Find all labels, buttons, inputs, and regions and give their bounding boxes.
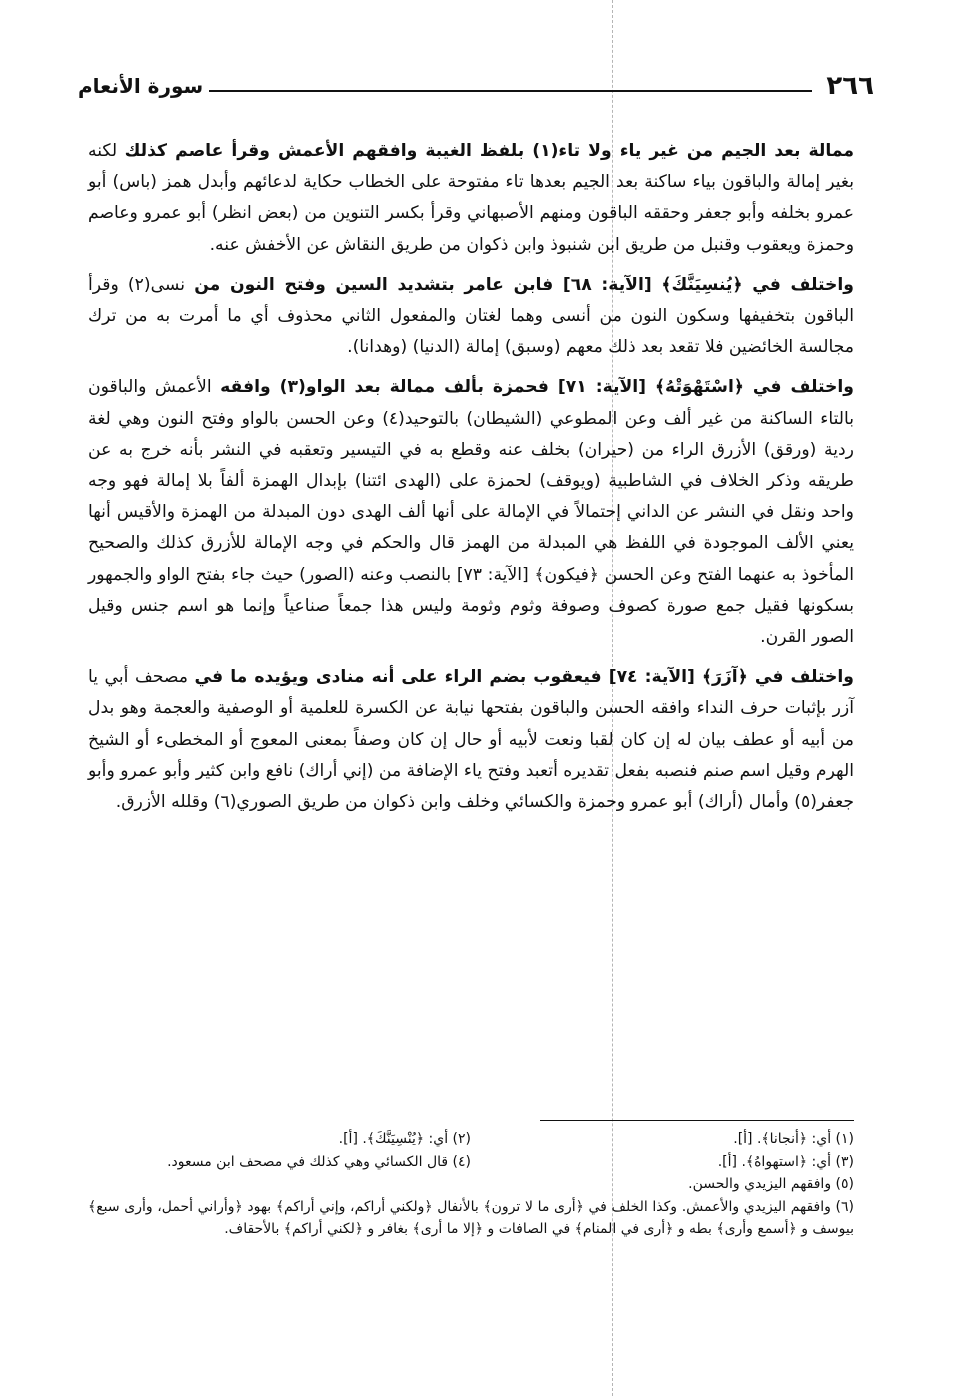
paragraph-2 xyxy=(88,270,854,364)
footnote-3: (٣) أي: ﴿استهواهُ﴾. [أ]. xyxy=(717,1153,854,1170)
footnote-row xyxy=(88,1151,854,1174)
text-line: للأزرق كذلك والصحيح المأخوذ به عنهما الفتح وعن الحسن ﴿فيكون﴾ [الآية: ٧٣] xyxy=(88,533,854,585)
text-line: واختلف في ﴿يُنسِيَنَّكَ﴾ [الآية: ٦٨] فابن عامر بتشديد السين وفتح النون من xyxy=(194,274,854,295)
text-line: نسى(٢) وقرأ الباقون بتخفيفها وسكون النون من أنسى وهما لغتان والمفعول الثاني xyxy=(88,274,855,327)
paragraph-1 xyxy=(88,136,854,261)
text-line: إمالة (الدنيا) (وهدانا). xyxy=(347,337,500,358)
text-line: أو الوصفية والعجمة وهو بدل من أبيه أو عطف بيان له إن كان لقبا ونعت لأبيه أو حال إن كان xyxy=(88,698,854,750)
footnote-5: (٥) وافقهم اليزيدي والحسن. xyxy=(688,1176,854,1192)
footnotes xyxy=(88,1128,854,1241)
text-line: ابن شنبوذ وابن ذكوان من طريق النقاش عن الأخفش عنه. xyxy=(209,234,620,255)
footnote-1: (١) أي: ﴿أنجانا﴾. [أ]. xyxy=(733,1131,854,1147)
text-line: (ويوقف) لحمزة على (الهدى ائتنا) بإبدال الهمزة ألفاً بلا إمالة فهو وجه واحد ونقل في xyxy=(88,471,854,523)
page-number: ٢٦٦ xyxy=(826,71,874,101)
paragraph-3 xyxy=(88,372,854,653)
text-line: مصحف أبي يا آزر بإثبات حرف النداء وافقه الحسن والباقون بفتحها نيابة عن الكسرة للعلمية xyxy=(88,667,854,719)
text-line: بالنصب وعنه (الصور) حيث جاء بفتح الواو والجمهور بسكونها فقيل جمع صورة xyxy=(88,564,854,616)
text-line: محذوف أي ما أمرت به من ترك مجالسة الخائضين فلا تقعد بعد ذلك معهم (وسبق) xyxy=(88,306,854,358)
paragraph-4 xyxy=(88,662,854,818)
text-line: ممالة بعد الجيم من غير ياء ولا تاء(١) بلفظ الغيبة وافقهم الأعمش وقرأ عاصم كذلك xyxy=(124,141,854,161)
header-rule xyxy=(209,90,812,92)
text-line: واختلف في ﴿اسْتَهْوَتْهُ﴾ [الآية: ٧١] فحمزة بألف ممالة بعد الواو(٣) وافقه xyxy=(220,377,854,398)
footnote-2: (٢) أي: ﴿يُنْسِيَنَّكَ﴾. [أ]. xyxy=(338,1131,471,1147)
text-line: الحسن بالواو وفتح النون وهي لغة ردية (ورقق) الأزرق الراء من (حيران) بخلف عنه xyxy=(88,408,854,460)
text-line: لكنه بغير إمالة والباقون بياء ساكنة بعد الجيم بعدها تاء مفتوحة على الخطاب حكاية xyxy=(88,141,855,193)
text-line: وقطع به في التيسير وتعقبه في النشر بأنه خرج به عن طريقه وذكر الخلاف في الشاطبية xyxy=(88,439,854,492)
text-line: وقرأ بكسر التنوين من (بعض انظر) أبو عمرو وعاصم وحمزة ويعقوب وقنبل من طريق xyxy=(88,203,854,255)
footnote-4: (٤) قال الكسائي وهي كذلك في مصحف ابن مسعود. xyxy=(167,1153,471,1170)
running-header xyxy=(78,66,874,106)
text-line: واختلف في ﴿آزَرَ﴾ [الآية: ٧٤] فيعقوب بضم الراء على أنه منادى ويؤيده ما في xyxy=(194,667,854,688)
footnote-row xyxy=(88,1128,854,1151)
text-line: وفتح ياء الإضافة من (إني أراك) نافع وابن كثير وأبو عمرو وأبو جعفر(٥) وأمال (أراك) أبو xyxy=(88,760,854,813)
main-text xyxy=(88,136,854,827)
text-line: كصوف وصوفة وثوم وثومة وليس هذا جمعاً صناعياً وإنما هو اسم جنس وقيل الصور xyxy=(88,595,854,648)
text-line: الأعمش والباقون بالتاء الساكنة من غير ألف وعن المطوعي (الشيطان) بالتوحيد(٤) وعن xyxy=(88,377,855,429)
text-line: النشر عن الداني إحتمالاً في الإمالة على أنها ألف الهدى دون المبدلة من الهمزة والأقيس xyxy=(116,502,746,523)
text-line: القرن. xyxy=(760,627,807,648)
footnote-separator xyxy=(540,1120,854,1121)
text-line: وصفاً بمعنى المعوج أو المخطىء أو الشيخ الهرم وقيل اسم صنم فنصبه بفعل تقديره أتعبد xyxy=(88,729,854,781)
text-line: لدعائهم وأبدل همز (باس) أبو عمرو بخلفه وأبو جعفر وحققه الباقون ومنهم الأصبهاني xyxy=(88,172,855,224)
footnote-6: (٦) وافقهم اليزيدي والأعمش. وكذا الخلف في ﴿أرى ما لا ترون﴾ بالأنفال ﴿ولكني أراكم، وإني أراكم﴾ بهود ﴿وأراني أحمل، وأرى سبع﴾ بيوسف و ﴿أسمع وأرى﴾ بطه و ﴿أرى في المنام﴾ في الصافات و ﴿إلا ما أرى﴾ بغافر و ﴿لكني أراكم﴾ بالأحقاف. xyxy=(88,1198,854,1237)
surah-title: سورة الأنعام xyxy=(78,74,204,98)
text-line: عمرو وحمزة والكسائي وخلف وابن ذكوان من طريق الصوري(٦) وقلله الأزرق. xyxy=(115,792,669,813)
text-line: أنها يعني الألف الموجودة في اللفظ هي المبدلة من الهمز قال والحكم في وجه الإمالة xyxy=(88,502,854,554)
